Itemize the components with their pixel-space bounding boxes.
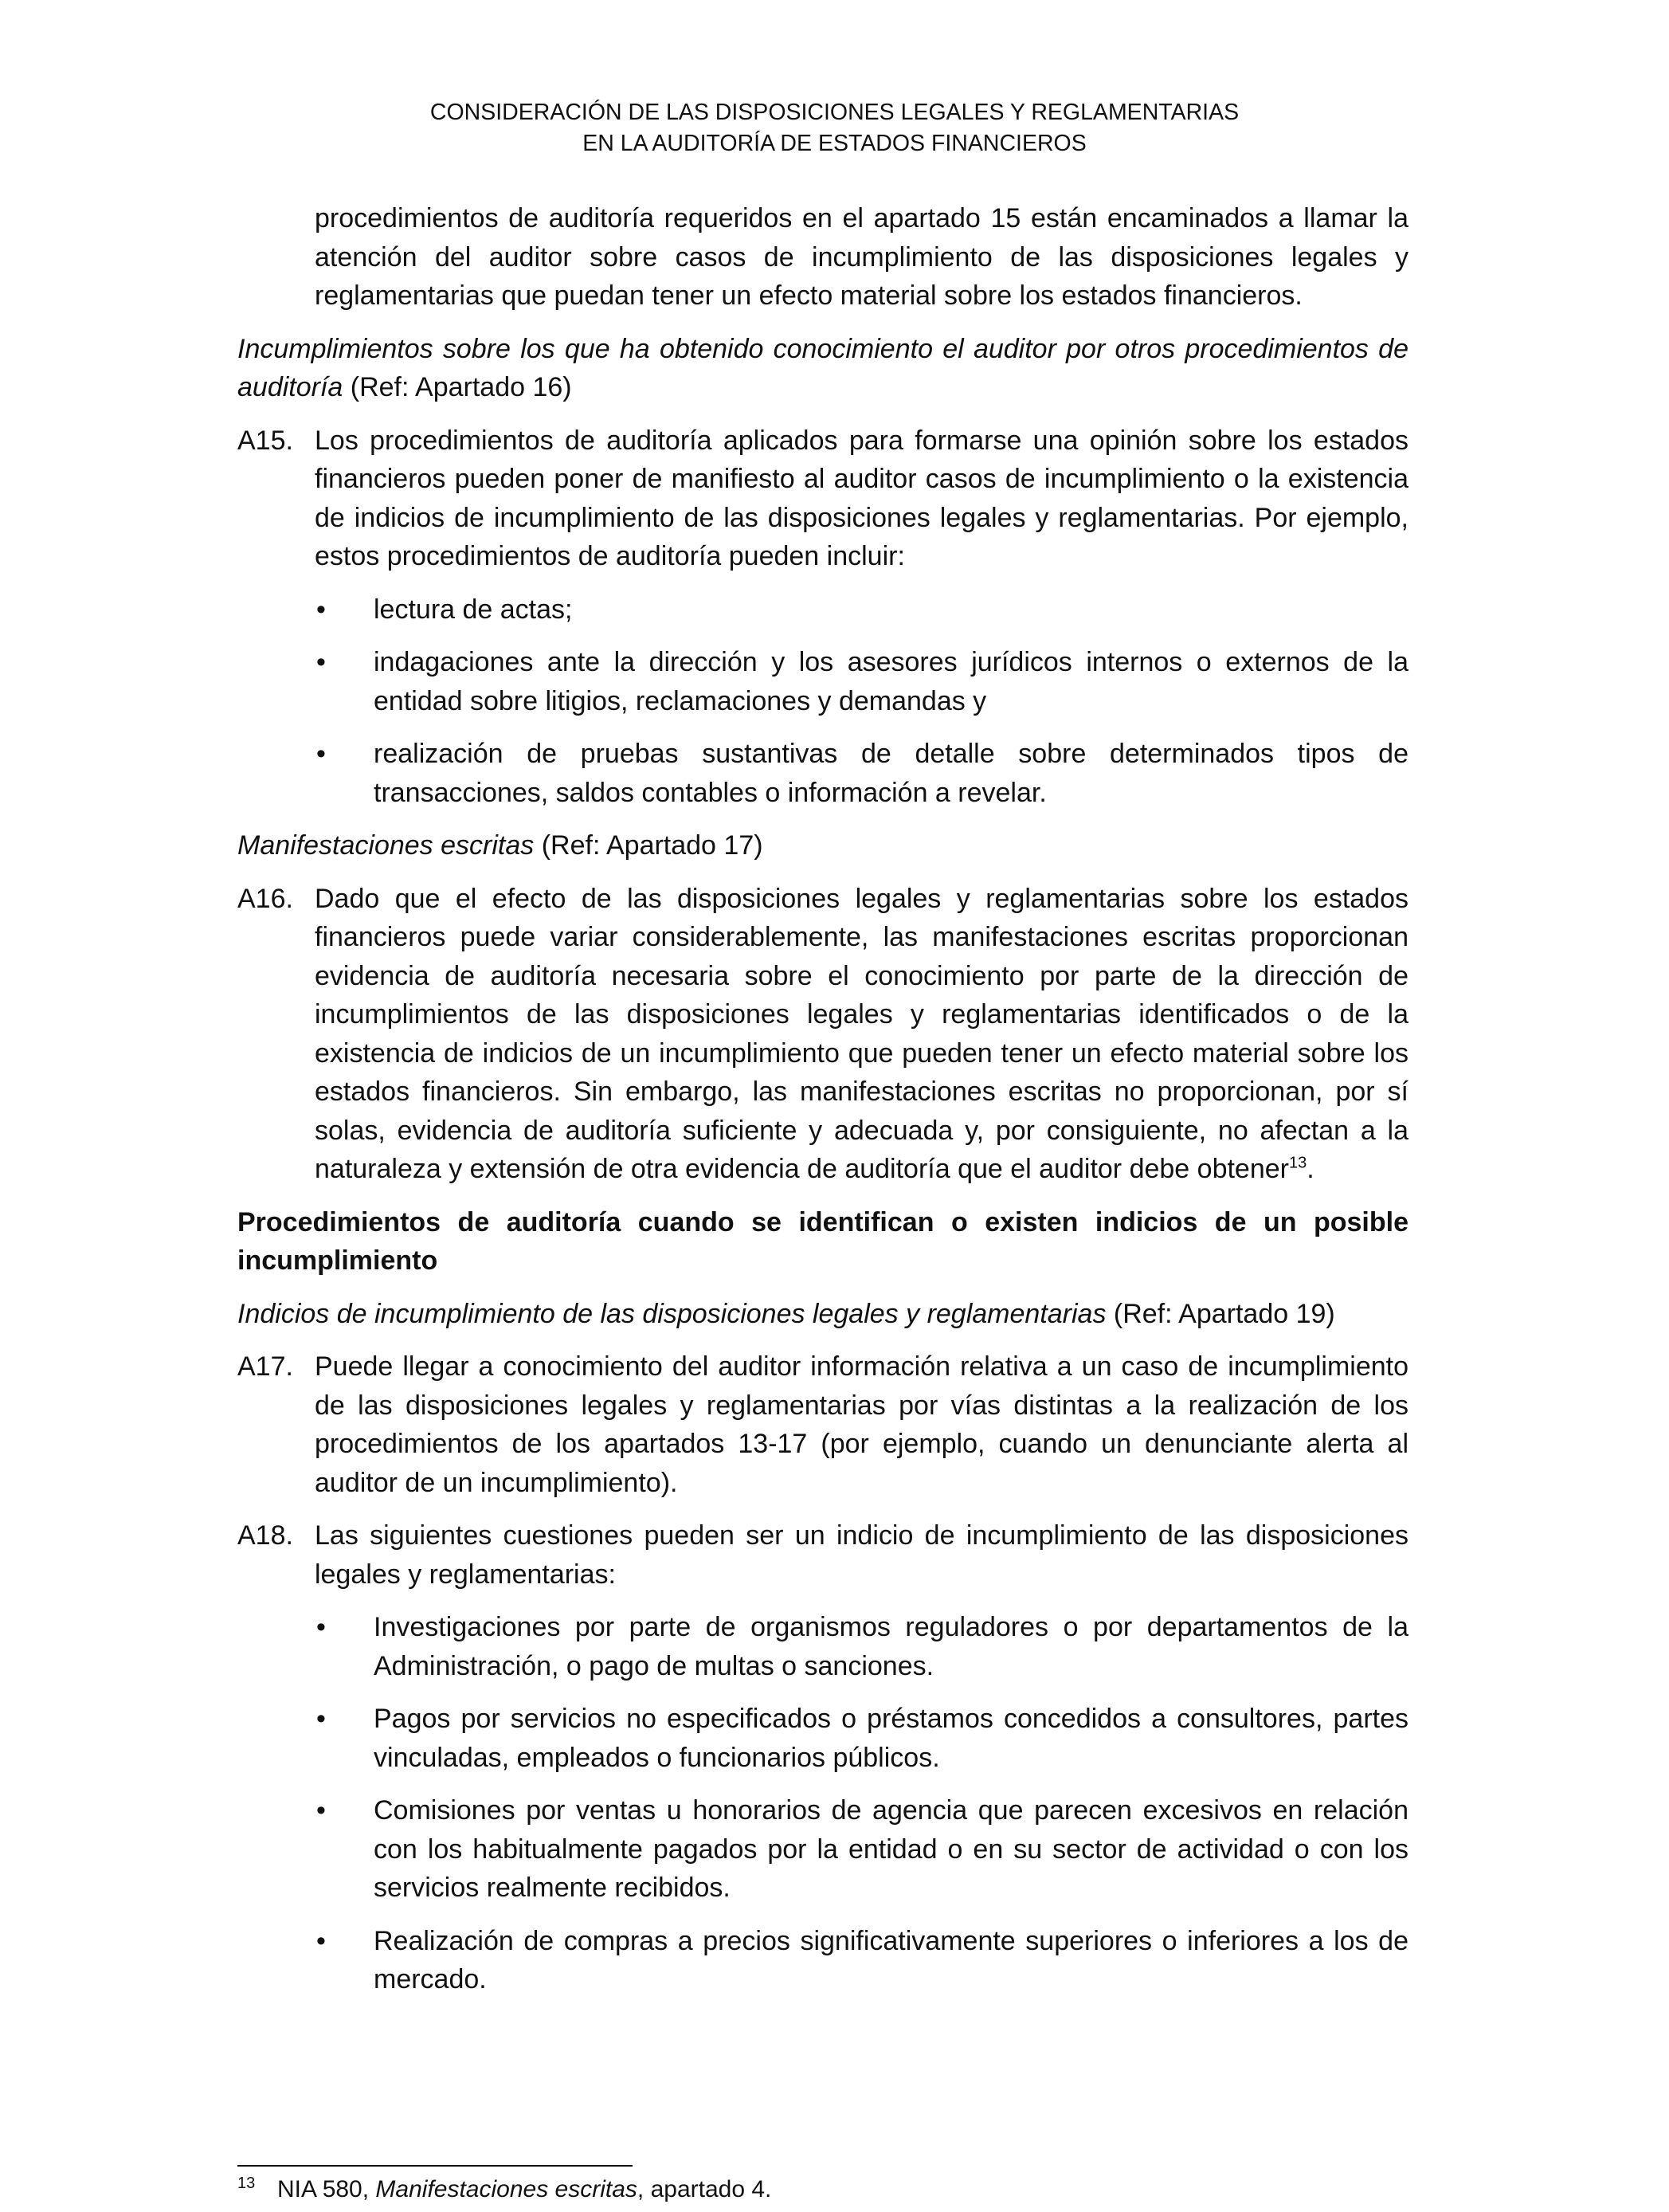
document-body <box>237 199 1408 1999</box>
list-item-text: Pagos por servicios no especificados o préstamos concedidos a consultores, partes vinculadas, empleados o funcionarios públicos. <box>374 1704 1408 1773</box>
paragraph-number: A15. <box>237 425 293 456</box>
footnote <box>237 2174 1408 2206</box>
subheading-indicios <box>237 1295 1408 1334</box>
section-heading: Procedimientos de auditoría cuando se identifican o existen indicios de un posible incumplimiento <box>237 1206 1408 1276</box>
list-item <box>315 1791 1408 1908</box>
subheading-incumplimientos <box>237 330 1408 407</box>
list-item <box>315 643 1408 720</box>
paragraph-text: Los procedimientos de auditoría aplicados para formarse una opinión sobre los estados financieros pueden poner de manifiesto al auditor casos de incumplimiento o la existencia de indicios de incumplimiento de las disposiciones legales y reglamentarias. Por ejemplo, estos procedimientos de auditoría pueden incluir: <box>315 425 1408 571</box>
footnote-separator <box>237 2165 633 2167</box>
list-item <box>315 1922 1408 1999</box>
subheading-ref: (Ref: Apartado 16) <box>343 372 572 402</box>
footnote-text <box>277 2174 771 2206</box>
paragraph-text: Las siguientes cuestiones pueden ser un indicio de incumplimiento de las disposiciones legales y reglamentarias: <box>315 1520 1408 1590</box>
bullet-icon: • <box>316 647 326 677</box>
bullet-icon: • <box>316 1925 326 1956</box>
list-item-text: realización de pruebas sustantivas de detalle sobre determinados tipos de transacciones, saldos contables o información a revelar. <box>374 739 1408 808</box>
page-header <box>0 97 1669 159</box>
list-item <box>315 1608 1408 1685</box>
list-item-text: lectura de actas; <box>374 594 573 625</box>
paragraph-a18 <box>237 1516 1408 1594</box>
subheading-italic: Indicios de incumplimiento de las disposiciones legales y reglamentarias <box>237 1298 1107 1329</box>
list-item-text: Investigaciones por parte de organismos reguladores o por departamentos de la Administración, o pago de multas o sanciones. <box>374 1612 1408 1681</box>
bullet-icon: • <box>316 1704 326 1734</box>
footnote-suffix: , apartado 4. <box>637 2176 772 2202</box>
paragraph-body: Dado que el efecto de las disposiciones legales y reglamentarias sobre los estados financieros puede variar considerablemente, las manifestaciones escritas proporcionan evidencia de auditoría necesaria sobre el conocimiento por parte de la dirección de incumplimientos de las disposiciones legales y reglamentarias identificados o de la existencia de indicios de un incumplimiento que pueden tener un efecto material sobre los estados financieros. Sin embargo, las manifestaciones escritas no proporcionan, por sí solas, evidencia de auditoría suficiente y adecuada y, por consiguiente, no afectan a la naturaleza y extensión de otra evidencia de auditoría que el auditor debe obtener <box>315 883 1408 1184</box>
paragraph-a15 <box>237 422 1408 576</box>
list-item-text: Realización de compras a precios significativamente superiores o inferiores a los de mercado. <box>374 1925 1408 1994</box>
header-line-1: CONSIDERACIÓN DE LAS DISPOSICIONES LEGALES Y REGLAMENTARIAS <box>429 100 1240 125</box>
footnote-prefix: NIA 580, <box>277 2176 376 2202</box>
paragraph-number: A18. <box>237 1520 293 1551</box>
subheading-ref: (Ref: Apartado 17) <box>534 830 763 861</box>
continuation-paragraph: procedimientos de auditoría requeridos en el apartado 15 están encaminados a llamar la atención del auditor sobre casos de incumplimiento de las disposiciones legales y reglamentarias que puedan tener un efecto material sobre los estados financieros. <box>315 203 1408 311</box>
footnote-reference: 13 <box>1288 1154 1307 1172</box>
bullet-icon: • <box>316 1612 326 1642</box>
footnote-number: 13 <box>237 2175 256 2192</box>
list-item-text: indagaciones ante la dirección y los asesores jurídicos internos o externos de la entidad sobre litigios, reclamaciones y demandas y <box>374 647 1408 716</box>
paragraph-number: A17. <box>237 1351 293 1382</box>
subheading-italic: Incumplimientos sobre los que ha obtenido conocimiento el auditor por otros procedimientos de auditoría <box>237 333 1408 402</box>
bullet-icon: • <box>316 594 326 625</box>
footnote-italic: Manifestaciones escritas <box>375 2176 637 2202</box>
header-line-2: EN LA AUDITORÍA DE ESTADOS FINANCIEROS <box>582 131 1087 156</box>
bullet-icon: • <box>316 739 326 769</box>
list-item <box>315 735 1408 812</box>
bullet-icon: • <box>316 1795 326 1826</box>
list-item-text: Comisiones por ventas u honorarios de agencia que parecen excesivos en relación con los habitualmente pagados por la entidad o en su sector de actividad o con los servicios realmente recibidos. <box>374 1795 1408 1903</box>
paragraph-a16 <box>237 880 1408 1189</box>
paragraph-end: . <box>1307 1154 1314 1184</box>
paragraph-a17 <box>237 1347 1408 1502</box>
subheading-ref: (Ref: Apartado 19) <box>1106 1298 1335 1329</box>
subheading-italic: Manifestaciones escritas <box>237 830 535 861</box>
list-item <box>315 1700 1408 1777</box>
subheading-manifestaciones <box>237 826 1408 865</box>
list-item <box>315 590 1408 629</box>
paragraph-text <box>315 880 1408 1189</box>
paragraph-text: Puede llegar a conocimiento del auditor información relativa a un caso de incumplimiento de las disposiciones legales y reglamentarias por vías distintas a la realización de los procedimientos de los apartados 13-17 (por ejemplo, cuando un denunciante alerta al auditor de un incumplimiento). <box>315 1351 1408 1498</box>
paragraph-number: A16. <box>237 883 293 914</box>
